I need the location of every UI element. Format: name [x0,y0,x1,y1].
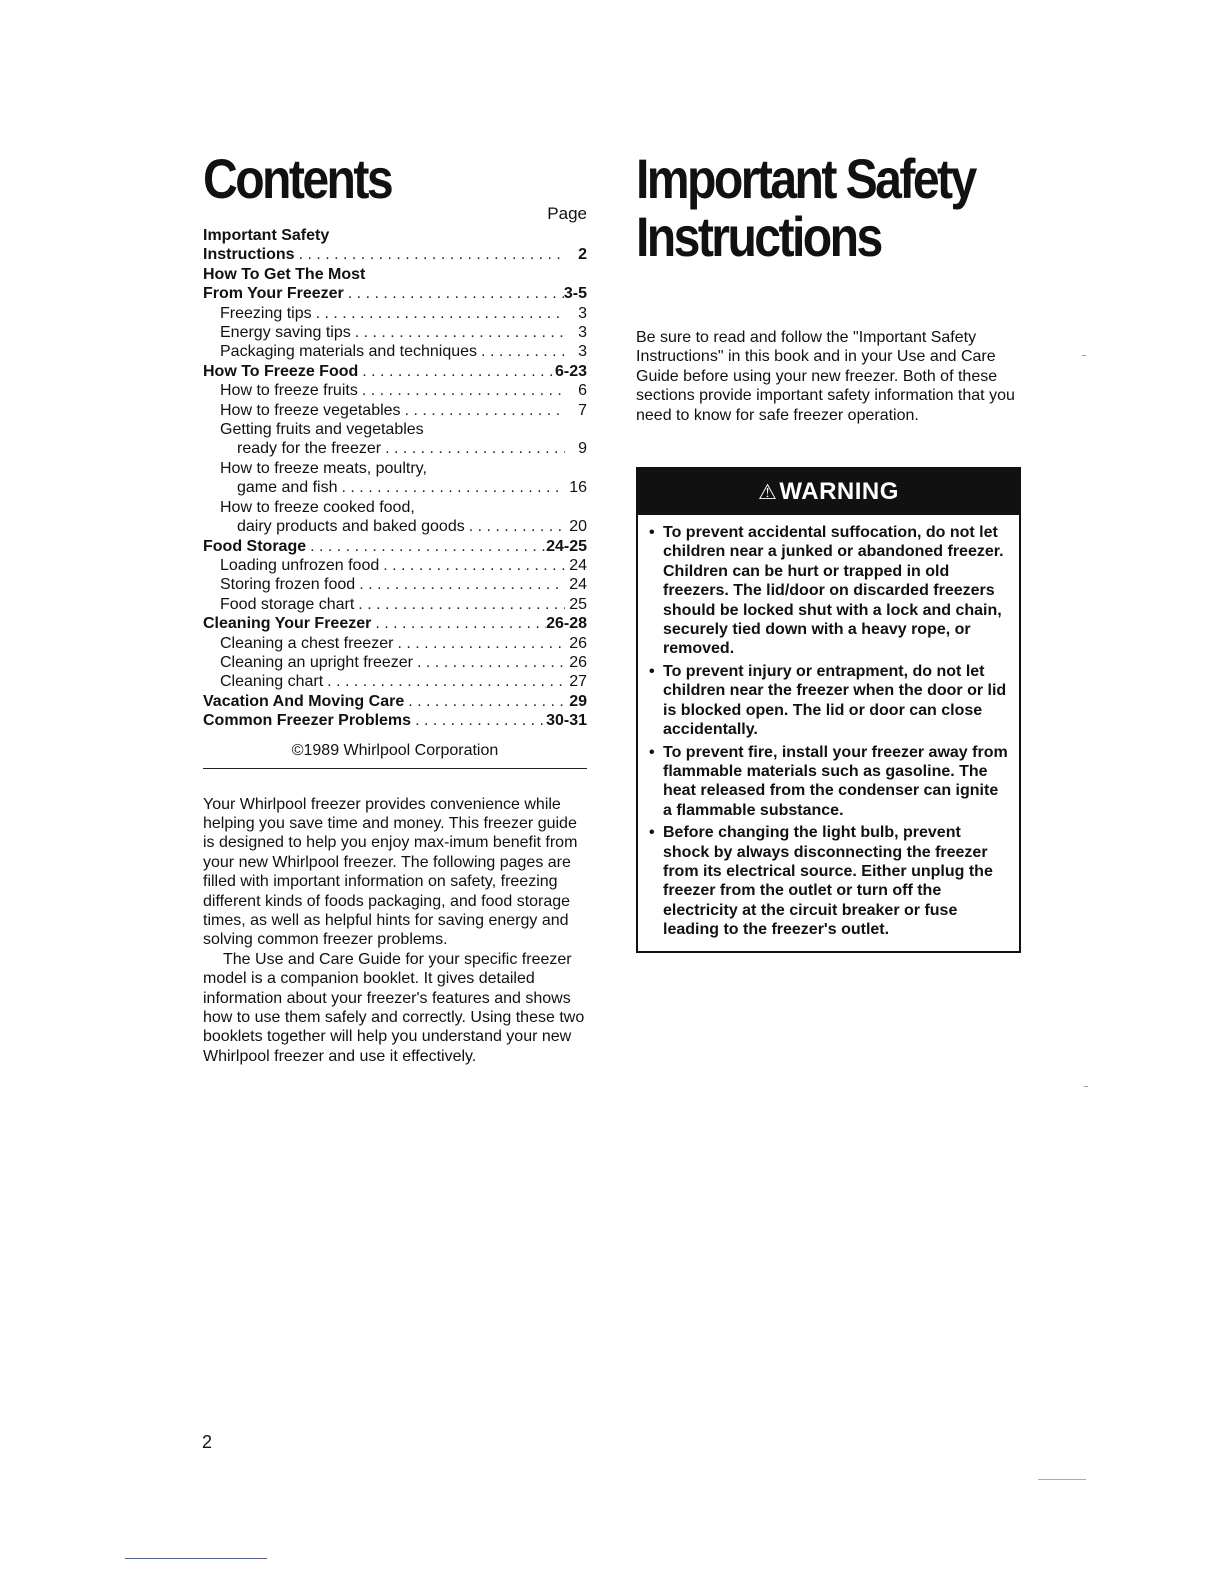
toc-entry-title: Freezing tips [220,304,312,322]
toc-leader-dots [338,478,565,497]
toc-entry [203,439,587,458]
toc-entry-title: Common Freezer Problems [203,712,412,730]
toc-entry [203,653,587,672]
toc-entry-page: 26 [569,634,587,652]
toc-entry [203,323,587,342]
toc-entry [203,342,587,361]
table-of-contents [203,226,587,731]
toc-entry-page: 6-23 [554,362,587,380]
toc-entry [203,478,587,497]
toc-entry [203,517,587,536]
warning-item: • To prevent accidental suffocation, do not let children near a junked or abandoned freezer. Children can be hurt or trapped in old freezers. The lid/door on discarded freezers should be locked shut with a lock and chain, securely tied down with a heavy rope, or removed. [647,523,1011,659]
warning-item: • Before changing the light bulb, prevent shock by always disconnecting the freezer from its electrical source. Either unplug the freezer from the outlet or turn off the electricity at the circuit breaker or fuse leading to the freezer's outlet. [647,823,1011,939]
toc-leader-dots [413,653,565,672]
intro-text [203,795,587,1067]
scan-speck [1084,1086,1088,1087]
warning-item: • To prevent fire, install your freezer away from flammable materials such as gasoline. The heat released from the condenser can ignite a flammable substance. [647,743,1011,821]
toc-leader-dots [371,614,546,633]
toc-entry-title: Loading unfrozen food [220,556,380,574]
toc-entry-title: Getting fruits and vegetables [220,421,424,439]
warning-header [638,469,1019,515]
toc-entry [203,614,587,633]
intro-paragraph-2: The Use and Care Guide for your specific freezer model is a companion booklet. It gives detailed information about your freezer's features and shows how to use them safely and correctly. Using these two booklets together will help you understand your new Whirlpool freezer and use it effectively. [203,950,585,1065]
warning-list [638,515,1019,951]
toc-entry-title: Cleaning Your Freezer [203,615,372,633]
toc-entry [203,226,587,245]
toc-leader-dots [404,692,565,711]
toc-entry-title: Instructions [203,246,295,264]
toc-leader-dots [351,323,565,342]
toc-entry-page: 26 [569,653,587,671]
safety-title-line-2: Instructions [636,205,881,268]
toc-entry-page: 7 [578,401,587,419]
toc-leader-dots [306,537,546,556]
toc-entry [203,556,587,575]
toc-entry-title: Storing frozen food [220,576,356,594]
toc-entry-title: How to freeze vegetables [220,401,401,419]
toc-entry-page: 24 [569,556,587,574]
toc-entry [203,265,587,284]
toc-entry-page: 16 [569,479,587,497]
toc-entry [203,595,587,614]
toc-entry-title: How to freeze meats, poultry, [220,459,427,477]
toc-entry-title: How to freeze fruits [220,382,358,400]
toc-leader-dots [381,439,565,458]
page-number: 2 [202,1432,213,1452]
toc-entry-page: 9 [578,440,587,458]
toc-entry [203,634,587,653]
toc-leader-dots [379,556,565,575]
contents-title: Contents [203,147,392,210]
toc-entry-page: 3-5 [563,285,587,303]
toc-entry-title: dairy products and baked goods [237,518,465,536]
toc-leader-dots [355,575,565,594]
toc-entry-page: 25 [569,595,587,613]
warning-triangle-icon: ⚠ [758,481,778,505]
toc-entry [203,420,587,439]
toc-entry-title: Energy saving tips [220,324,351,342]
toc-entry-page: 3 [578,343,587,361]
safety-title [636,147,975,268]
toc-entry-page: 3 [578,324,587,342]
toc-entry-page: 2 [578,246,587,264]
toc-entry [203,711,587,730]
toc-leader-dots [323,672,565,691]
safety-column [636,147,1021,953]
toc-leader-dots [354,595,565,614]
bottom-rule [125,1558,267,1559]
toc-entry [203,381,587,400]
toc-entry-title: Important Safety [203,227,330,244]
toc-entry-page: 26-28 [546,615,587,633]
toc-entry [203,362,587,381]
toc-entry-title: From Your Freezer [203,285,344,303]
safety-intro-text: Be sure to read and follow the "Important Safety Instructions" in this book and in your Use and Care Guide before using your new freezer. Both of these sections provide important safety information that you need to know for safe freezer operation. [636,329,1015,424]
toc-entry-title: Cleaning a chest freezer [220,634,394,652]
toc-entry [203,284,587,303]
page-column-label: Page [547,204,587,223]
toc-entry [203,692,587,711]
warning-label: WARNING [779,478,899,506]
toc-entry-page: 27 [569,673,587,691]
toc-entry-title: game and fish [237,479,338,497]
toc-entry-title: Vacation And Moving Care [203,692,405,710]
contents-column [203,147,587,1066]
toc-leader-dots [401,401,565,420]
toc-entry-title: Food Storage [203,537,307,555]
toc-entry-page: 20 [569,518,587,536]
toc-leader-dots [477,342,565,361]
toc-leader-dots [411,711,546,730]
warning-box [636,467,1021,953]
toc-entry [203,537,587,556]
toc-entry [203,575,587,594]
toc-entry [203,245,587,264]
toc-entry-page: 3 [578,304,587,322]
toc-entry-page: 30-31 [546,712,587,730]
toc-leader-dots [358,362,555,381]
toc-entry [203,498,587,517]
toc-entry [203,401,587,420]
toc-leader-dots [358,381,565,400]
toc-entry-title: How To Freeze Food [203,362,359,380]
toc-entry-page: 29 [569,692,587,710]
toc-leader-dots [312,304,565,323]
toc-leader-dots [393,634,565,653]
toc-leader-dots [465,517,565,536]
intro-paragraph-1: Your Whirlpool freezer provides convenience while helping you save time and money. This freezer guide is designed to help you enjoy max-imum benefit from your new Whirlpool freezer. The following pages are filled with important information on safety, freezing different kinds of foods packaging, and food storage times, as well as helpful hints for saving energy and solving common freezer problems. [203,795,578,949]
toc-entry-title: How To Get The Most [203,265,366,283]
scan-speck [1082,355,1086,356]
toc-entry-page: 24-25 [546,537,587,555]
copyright-notice: ©1989 Whirlpool Corporation [203,742,587,769]
toc-entry-title: How to freeze cooked food, [220,498,415,516]
toc-leader-dots [344,284,564,303]
safety-title-line-1: Important Safety [636,147,975,210]
toc-entry-title: Food storage chart [220,595,355,613]
warning-item: • To prevent injury or entrapment, do not let children near the freezer when the door or lid is blocked open. The lid or door can close accidentally. [647,662,1011,740]
toc-entry-title: Cleaning an upright freezer [220,653,414,671]
toc-entry-title: Packaging materials and techniques [220,343,478,361]
toc-entry-page: 6 [578,382,587,400]
toc-entry-page: 24 [569,576,587,594]
toc-entry [203,459,587,478]
corner-mark [1038,1479,1086,1480]
toc-entry-title: ready for the freezer [237,440,382,458]
toc-entry [203,672,587,691]
toc-entry [203,304,587,323]
toc-entry-title: Cleaning chart [220,673,324,691]
toc-leader-dots [295,245,565,264]
